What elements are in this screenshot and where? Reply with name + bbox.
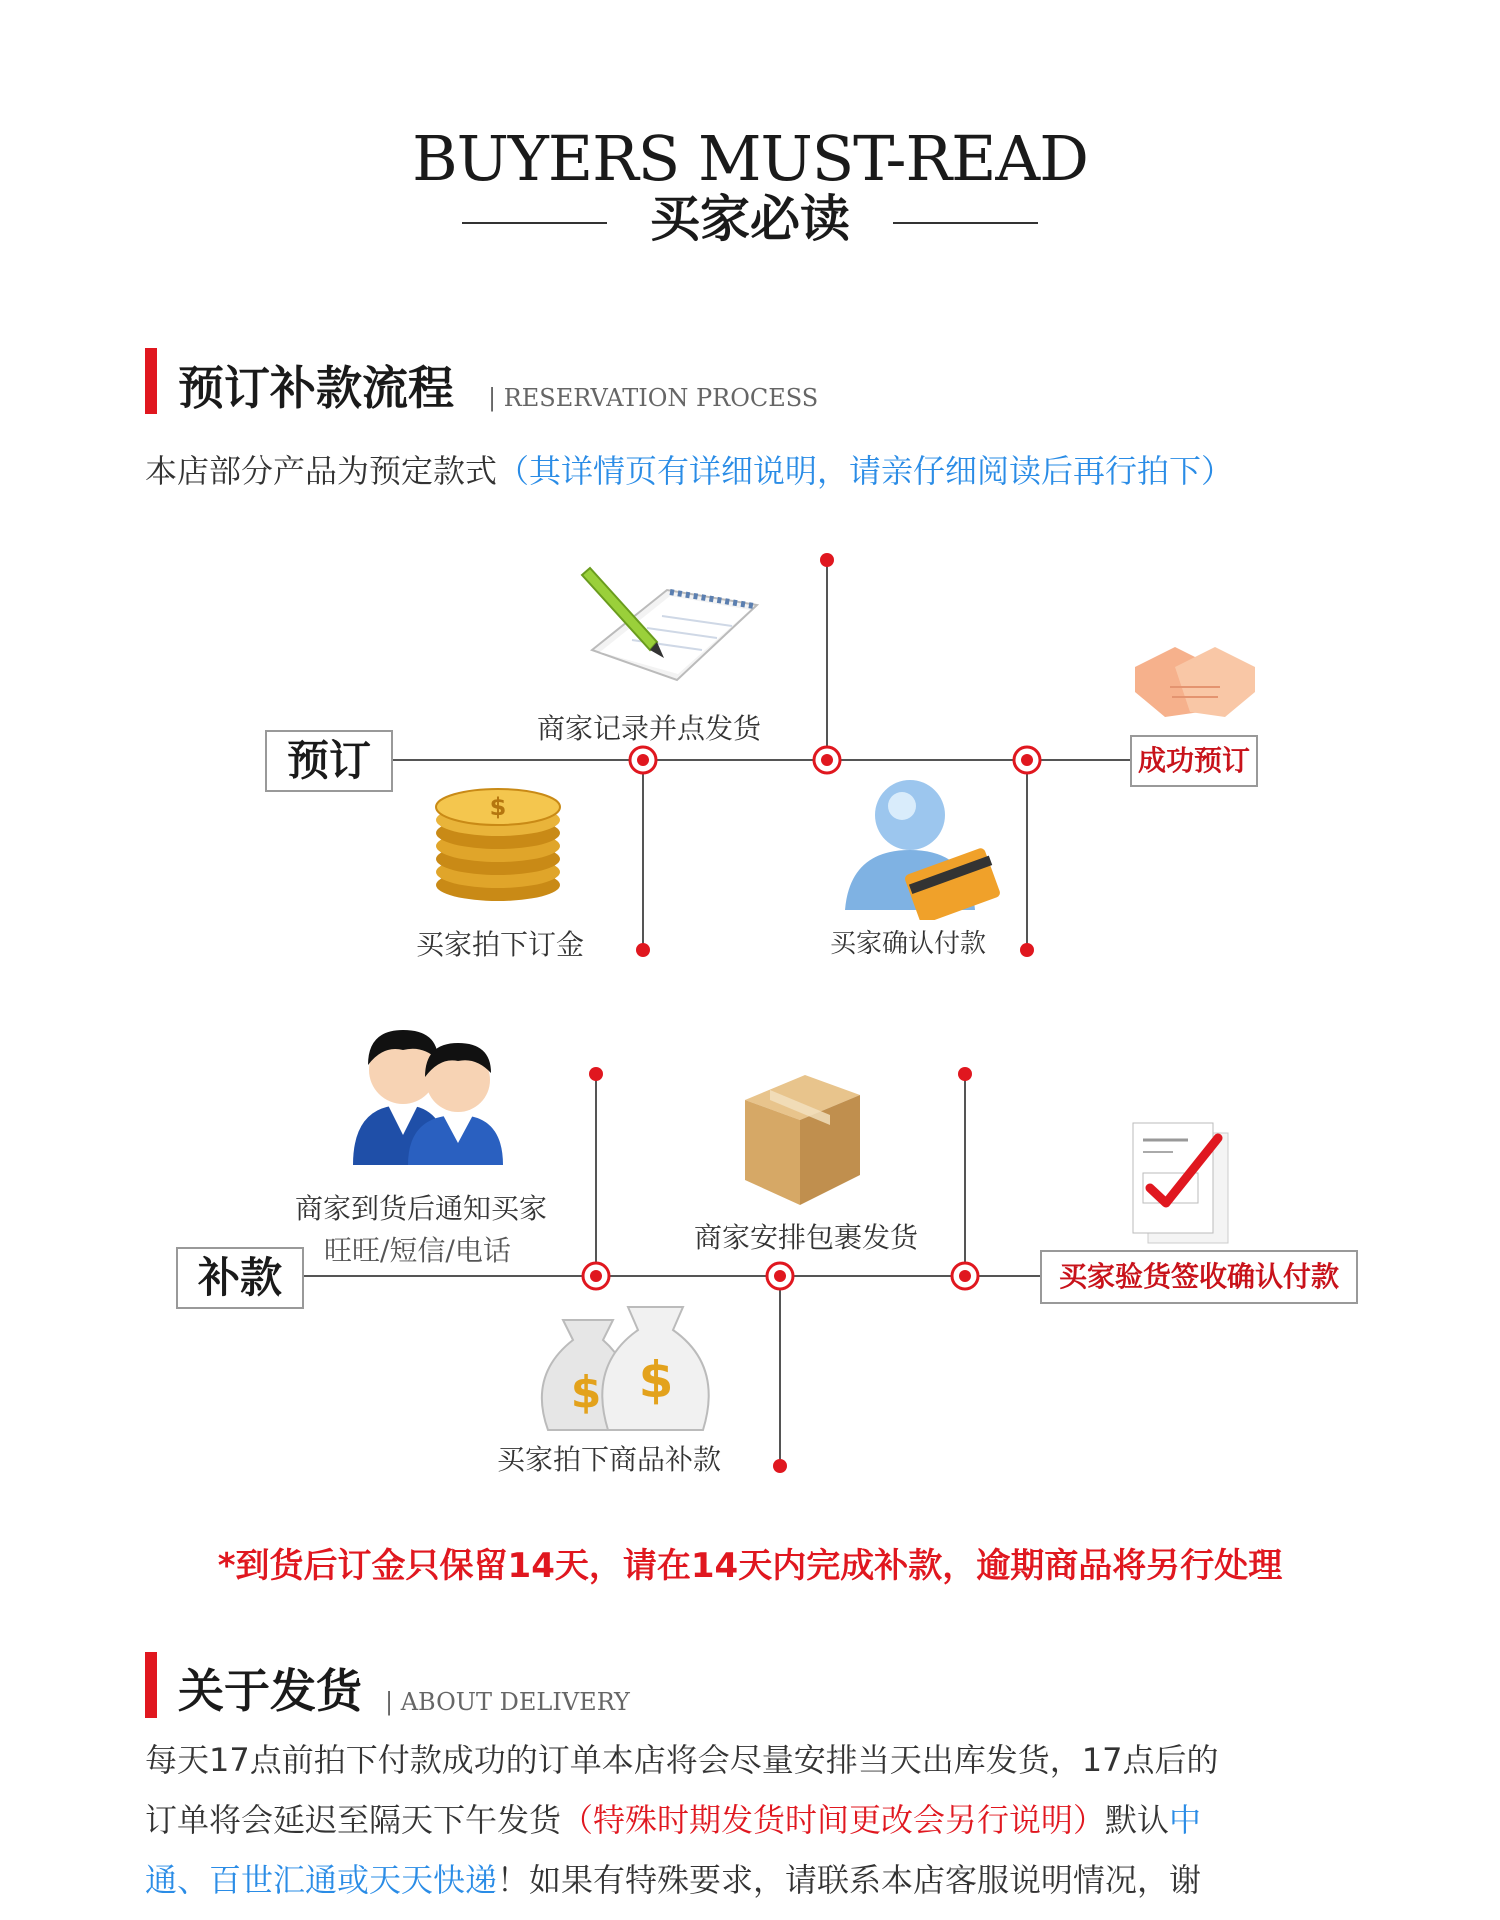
section-marker <box>145 1652 157 1718</box>
step-buyer-deposit: 买家拍下订金 <box>416 928 585 961</box>
step-buyer-confirm: 买家确认付款 <box>830 929 987 959</box>
delivery-text: 默认 <box>1105 1801 1170 1839</box>
flow-endpoint <box>820 553 834 567</box>
flow-endpoint <box>958 1067 972 1081</box>
delivery-line-3 <box>145 1850 1375 1910</box>
step-merchant-notify: 商家到货后通知买家 <box>295 1192 548 1225</box>
package-box-icon <box>740 1065 865 1210</box>
intro-text: 本店部分产品为预定款式 <box>145 452 498 490</box>
signed-document-icon <box>1128 1118 1238 1248</box>
intro-note: （其详情页有详细说明，请亲仔细阅读后再行拍下） <box>497 452 1234 490</box>
step-merchant-record: 商家记录并点发货 <box>537 712 762 745</box>
flow-start-booking: 预订 <box>265 730 393 792</box>
money-bags-icon <box>528 1295 718 1435</box>
delivery-line-2 <box>145 1790 1375 1850</box>
page-title-cn: 买家必读 <box>650 190 850 248</box>
flow-node <box>1014 747 1040 773</box>
svg-text:$: $ <box>638 1351 674 1409</box>
delivery-text: ！如果有特殊要求，请联系本店客服说明情况，谢 <box>497 1861 1202 1899</box>
flow-node <box>583 1263 609 1289</box>
flow-node <box>630 747 656 773</box>
delivery-special-note: （特殊时期发货时间更改会另行说明） <box>561 1801 1106 1839</box>
svg-text:$: $ <box>570 1367 602 1418</box>
page-title-en: BUYERS MUST-READ <box>412 122 1088 195</box>
step-notify-channels: 旺旺/短信/电话 <box>324 1234 511 1267</box>
delivery-text: 订单将会延迟至隔天下午发货 <box>145 1801 562 1839</box>
flow-endpoint <box>636 943 650 957</box>
flow-end-booking: 成功预订 <box>1130 735 1258 787</box>
delivery-line-1: 每天17点前拍下付款成功的订单本店将会尽量安排当天出库发货，17点后的 <box>145 1741 1219 1779</box>
notepad-pen-icon <box>572 560 762 690</box>
flow-endpoint <box>773 1459 787 1473</box>
section-title-delivery: 关于发货 <box>178 1664 362 1718</box>
handshake-icon <box>1130 632 1260 727</box>
courier-names: 通、百世汇通或天天快递 <box>145 1861 498 1899</box>
flow-node <box>814 747 840 773</box>
step-buyer-balance: 买家拍下商品补款 <box>497 1443 722 1476</box>
step-merchant-ship: 商家安排包裹发货 <box>694 1221 919 1254</box>
section-subtitle-delivery: | ABOUT DELIVERY <box>385 1688 630 1716</box>
section-subtitle-reservation: | RESERVATION PROCESS <box>488 384 819 412</box>
courier-names: 中 <box>1169 1801 1202 1839</box>
section-title-reservation: 预订补款流程 <box>178 361 454 415</box>
flow-end-balance: 买家验货签收确认付款 <box>1040 1250 1358 1304</box>
flow-start-balance: 补款 <box>176 1247 304 1309</box>
gold-coins-icon <box>428 780 568 905</box>
deposit-notice: *到货后订金只保留14天，请在14天内完成补款，逾期商品将另行处理 <box>217 1546 1283 1586</box>
delivery-paragraph <box>145 1730 1375 1910</box>
svg-text:$: $ <box>489 793 507 821</box>
flow-node <box>952 1263 978 1289</box>
user-card-icon <box>840 770 1005 920</box>
customer-service-icon <box>348 1005 508 1175</box>
flow-node <box>767 1263 793 1289</box>
flow-endpoint <box>589 1067 603 1081</box>
flow-endpoint <box>1020 943 1034 957</box>
